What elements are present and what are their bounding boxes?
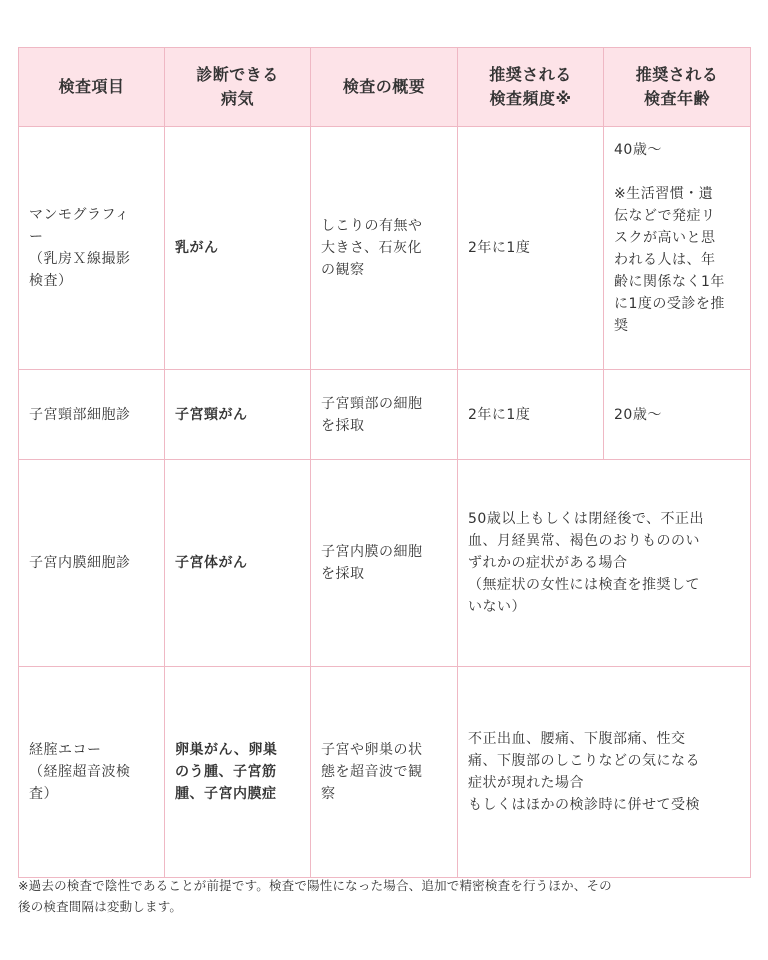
cell-disease: 子宮体がん (165, 460, 311, 667)
table-row (19, 127, 751, 370)
cell-frequency: 2年に1度 (458, 127, 604, 370)
table-header-row (19, 48, 751, 127)
cell-summary: 子宮内膜の細胞 を採取 (311, 460, 458, 667)
cell-age: 40歳～ ※生活習慣・遺 伝などで発症リ スクが高いと思 われる人は、年 齢に関係なく1年 に1度の受診を推 奨 (604, 127, 751, 370)
cell-frequency-age-merged: 50歳以上もしくは閉経後で、不正出 血、月経異常、褐色のおりもののい ずれかの症状がある場合 （無症状の女性には検査を推奨して いない） (458, 460, 751, 667)
header-summary: 検査の概要 (311, 48, 458, 127)
table-row (19, 667, 751, 878)
cell-frequency: 2年に1度 (458, 370, 604, 460)
cell-summary: 子宮や卵巣の状 態を超音波で観 察 (311, 667, 458, 878)
cell-summary: 子宮頸部の細胞 を採取 (311, 370, 458, 460)
cell-test-item: 子宮頸部細胞診 (19, 370, 165, 460)
cell-disease: 乳がん (165, 127, 311, 370)
screening-table-container (18, 47, 750, 878)
cell-test-item: 子宮内膜細胞診 (19, 460, 165, 667)
cell-frequency-age-merged: 不正出血、腰痛、下腹部痛、性交 痛、下腹部のしこりなどの気になる 症状が現れた場合 もしくはほかの検診時に併せて受検 (458, 667, 751, 878)
cell-age: 20歳～ (604, 370, 751, 460)
cell-summary: しこりの有無や 大きさ、石灰化 の観察 (311, 127, 458, 370)
header-frequency: 推奨される 検査頻度※ (458, 48, 604, 127)
header-test-item: 検査項目 (19, 48, 165, 127)
table-row (19, 370, 751, 460)
table-row (19, 460, 751, 667)
cell-disease: 卵巣がん、卵巣 のう腫、子宮筋 腫、子宮内膜症 (165, 667, 311, 878)
screening-table (18, 47, 751, 878)
footnote: ※過去の検査で陰性であることが前提です。検査で陽性になった場合、追加で精密検査を行うほか、その 後の検査間隔は変動します。 (18, 878, 612, 914)
cell-test-item: 経腟エコー （経腟超音波検 査） (19, 667, 165, 878)
cell-test-item: マンモグラフィ ー （乳房Ｘ線撮影 検査） (19, 127, 165, 370)
header-age: 推奨される 検査年齢 (604, 48, 751, 127)
header-disease: 診断できる 病気 (165, 48, 311, 127)
cell-disease: 子宮頸がん (165, 370, 311, 460)
